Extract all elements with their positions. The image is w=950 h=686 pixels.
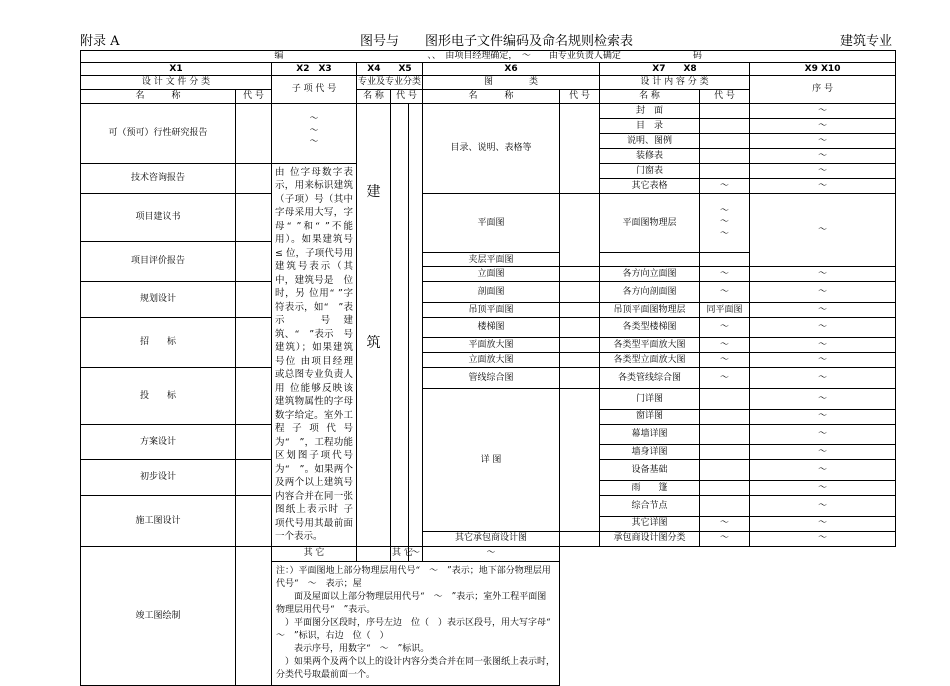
seq-tilde: ～ — [750, 119, 896, 134]
x1-item: 可（预可）行性研究报告 — [81, 104, 236, 164]
content-other: 其 它 — [391, 546, 409, 561]
content-code: 同平面图 — [700, 302, 750, 317]
seq-tilde: ～ — [750, 424, 896, 445]
drawing-ceiling: 吊顶平面图 — [423, 302, 560, 317]
x2-tilde: ～ ～ ～ — [272, 104, 357, 164]
seq-tilde: ～ — [750, 368, 896, 389]
appendix-label: 附录 A — [80, 34, 120, 49]
drawing-code — [560, 267, 600, 282]
content-code — [700, 389, 750, 410]
x1-item: 方案设计 — [81, 424, 236, 460]
drawing-other: 其 它 — [272, 546, 357, 561]
content-code — [700, 480, 750, 495]
x1-item: 初步设计 — [81, 460, 236, 496]
seq-tilde: ～ — [750, 389, 896, 410]
x1-header: X1 — [81, 63, 272, 76]
content-door: 门窗表 — [600, 164, 700, 179]
x1-code — [236, 424, 272, 460]
note-line: 表示序号，用数字“ ～ ”标识。 — [276, 643, 430, 654]
drawing-mezzanine: 夹层平面图 — [423, 253, 560, 267]
seq-tilde: ～ — [423, 546, 560, 561]
content-code — [700, 253, 750, 267]
content-canopy: 雨 篷 — [600, 480, 700, 495]
discipline-subcode — [409, 104, 423, 547]
drawing-code — [560, 302, 600, 317]
content-code: ～ — [700, 179, 750, 194]
content-code — [700, 495, 750, 516]
x1-item: 项目评价报告 — [81, 241, 236, 282]
drawing-toc: 目录、说明、表格等 — [423, 104, 560, 194]
x7x8-header: X7 X8 — [600, 63, 750, 76]
seq-tilde: ～ — [750, 495, 896, 516]
drawing-code — [560, 338, 600, 353]
drawing-elevation: 立面图 — [423, 267, 560, 282]
content-stair: 各类型楼梯图 — [600, 317, 700, 338]
drawing-subcontractor: 其它承包商设计图 — [423, 531, 560, 546]
content-code — [700, 445, 750, 460]
x1-code — [236, 460, 272, 496]
seq-tilde: ～ — [750, 516, 896, 531]
drawing-code — [560, 531, 600, 546]
x1-item: 技术咨询报告 — [81, 164, 236, 194]
drawing-code — [560, 389, 600, 532]
content-section: 各方向剖面图 — [600, 282, 700, 303]
x1-code — [236, 317, 272, 368]
content-cover: 封 面 — [600, 104, 700, 119]
code-header: 代 号 — [391, 90, 423, 104]
content-elev-enlarged: 各类型立面放大图 — [600, 353, 700, 368]
content-code: ～ ～ ～ — [700, 194, 750, 253]
name-header: 名 称 — [423, 90, 560, 104]
content-layer-ext — [600, 253, 700, 267]
content-other-detail: 其它详图 — [600, 516, 700, 531]
drawing-stair: 楼梯图 — [423, 317, 560, 338]
x1-item: 施工图设计 — [81, 495, 236, 546]
content-pipe: 各类管线综合图 — [600, 368, 700, 389]
x6-header: X6 — [423, 63, 600, 76]
content-curtain: 幕墙详图 — [600, 424, 700, 445]
drawing-section: 剖面图 — [423, 282, 560, 303]
content-subcontractor: 承包商设计图分类 — [600, 531, 700, 546]
discipline-name: 建 筑 — [357, 104, 391, 547]
seq-tilde: ～ — [750, 149, 896, 164]
drawing-class-header: 图 类 — [423, 76, 600, 90]
seq-tilde: ～ — [750, 282, 896, 303]
page-title: 图号与 图形电子文件编码及命名规则检索表 — [360, 34, 634, 49]
drawing-code — [560, 368, 600, 389]
drawing-plan-enlarged: 平面放大图 — [423, 338, 560, 353]
x1-item: 项目建议书 — [81, 194, 236, 242]
content-code: ～ — [409, 546, 423, 561]
content-code — [700, 409, 750, 424]
content-code — [700, 134, 750, 149]
discipline-code — [391, 104, 409, 547]
content-notes: 说明、图例 — [600, 134, 700, 149]
content-window-detail: 窗详图 — [600, 409, 700, 424]
sub-code-header: 子 项 代 号 — [272, 76, 357, 104]
content-ceiling: 吊顶平面图物理层 — [600, 302, 700, 317]
sub-code-description: 由 位字母数字表示，用来标识建筑（子项）号（其中字母采用大写，字母“ ”和“ ”不能用）。如果建筑号≤ 位，子项代号用建筑号表示（其中，建筑号是 位时，另 位用“ ”字符表示，如“ ”表示 号建筑、“ ”表示 号建筑）；如果建筑号位 由项目经理或总图专业负责人用 位能够反映该建筑物属性的字母数字给定。室外工程子项代号为“ ”，工程功能区划图子项代号为“ ”。如果两个及两个以上建筑号内容合并在同一张图纸上表示时 子项代号用其最前面一个表示。 — [272, 164, 357, 547]
content-code — [700, 104, 750, 119]
code-header: 代 号 — [560, 90, 600, 104]
drawing-code — [560, 282, 600, 303]
x1-item: 投 标 — [81, 368, 236, 424]
seq-tilde: ～ — [750, 164, 896, 179]
note-line: ）平面图分区段时，序号左边 位（ ）表示区段号，用大写字母“ ～ ”标识，右边 位（ ） — [276, 617, 560, 641]
x1-code — [236, 282, 272, 318]
seq-tilde: ～ — [750, 531, 896, 546]
content-code: ～ — [700, 531, 750, 546]
seq-tilde: ～ — [750, 302, 896, 317]
content-finish: 装修表 — [600, 149, 700, 164]
content-code: ～ — [700, 368, 750, 389]
seq-tilde: ～ — [750, 445, 896, 460]
seq-tilde: ～ — [750, 353, 896, 368]
content-equipment: 设备基础 — [600, 460, 700, 481]
seq-tilde: ～ — [750, 460, 896, 481]
drawing-code — [560, 194, 600, 267]
design-file-class-header: 设 计 文 件 分 类 — [81, 76, 272, 90]
seq-header: 序 号 — [750, 76, 896, 104]
content-elevation: 各方向立面图 — [600, 267, 700, 282]
content-node: 综合节点 — [600, 495, 700, 516]
note-line: ）如果两个及两个以上的设计内容分类合并在同一张图纸上表示时，分类代号取最前面一个。 — [276, 656, 556, 680]
content-code — [700, 119, 750, 134]
x1-code — [236, 241, 272, 282]
content-other-table: 其它表格 — [600, 179, 700, 194]
drawing-code — [560, 353, 600, 368]
seq-tilde: ～ — [750, 194, 896, 267]
content-toc: 目 录 — [600, 119, 700, 134]
x1-code — [236, 164, 272, 194]
x1-code — [236, 495, 272, 546]
content-plan-enlarged: 各类型平面放大图 — [600, 338, 700, 353]
x1-code — [236, 546, 272, 685]
x4x5-header: X4 X5 — [357, 63, 423, 76]
x1-item: 规划设计 — [81, 282, 236, 318]
content-class-header: 设 计 内 容 分 类 — [600, 76, 750, 90]
content-door-detail: 门详图 — [600, 389, 700, 410]
content-code: ～ — [700, 267, 750, 282]
encoding-row: 编 、、 由项目经理确定， ～ 由专业负责人确定 码 — [81, 51, 896, 63]
content-layer: 平面图物理层 — [600, 194, 700, 253]
seq-tilde: ～ — [750, 179, 896, 194]
discipline-label: 建筑专业 — [839, 34, 892, 49]
seq-tilde: ～ — [750, 317, 896, 338]
seq-tilde: ～ — [750, 134, 896, 149]
x2x3-header: X2 X3 — [272, 63, 357, 76]
content-code — [700, 460, 750, 481]
content-code: ～ — [700, 338, 750, 353]
x1-code — [236, 368, 272, 424]
content-code — [700, 149, 750, 164]
drawing-pipe: 管线综合图 — [423, 368, 560, 389]
content-code — [700, 424, 750, 445]
drawing-code — [560, 104, 600, 194]
drawing-code — [357, 546, 391, 561]
seq-tilde: ～ — [750, 104, 896, 119]
drawing-plan: 平面图 — [423, 194, 560, 253]
drawing-detail: 详 图 — [423, 389, 560, 532]
seq-tilde: ～ — [750, 480, 896, 495]
x1-code — [236, 104, 272, 164]
x9x10-header: X9 X10 — [750, 63, 896, 76]
content-code: ～ — [700, 353, 750, 368]
drawing-elev-enlarged: 立面放大图 — [423, 353, 560, 368]
code-header: 代 号 — [700, 90, 750, 104]
content-code: ～ — [700, 516, 750, 531]
x1-code — [236, 194, 272, 242]
note-line: 注：）平面图地上部分物理层用代号“ ～ ”表示；地下部分物理层用代号“ ～ 表示；屋 — [276, 565, 551, 589]
code-table — [80, 50, 896, 686]
name-header: 名 称 — [600, 90, 700, 104]
name-header: 名 称 — [81, 90, 236, 104]
seq-tilde: ～ — [750, 338, 896, 353]
seq-tilde: ～ — [750, 267, 896, 282]
drawing-code — [560, 317, 600, 338]
notes-box — [272, 561, 560, 685]
content-code: ～ — [700, 317, 750, 338]
content-wall: 墙身详图 — [600, 445, 700, 460]
discipline-class-header: 专业及专业分类 — [357, 76, 423, 90]
note-line: 面及屋面以上部分物理层用代号“ ～ ”表示；室外工程平面图物理层用代号“ ”表示。 — [276, 591, 547, 615]
content-code: ～ — [700, 282, 750, 303]
seq-tilde: ～ — [750, 409, 896, 424]
x1-item: 竣工图绘制 — [81, 546, 236, 685]
name-header: 名 称 — [357, 90, 391, 104]
code-header: 代 号 — [236, 90, 272, 104]
content-code — [700, 164, 750, 179]
x1-item: 招 标 — [81, 317, 236, 368]
